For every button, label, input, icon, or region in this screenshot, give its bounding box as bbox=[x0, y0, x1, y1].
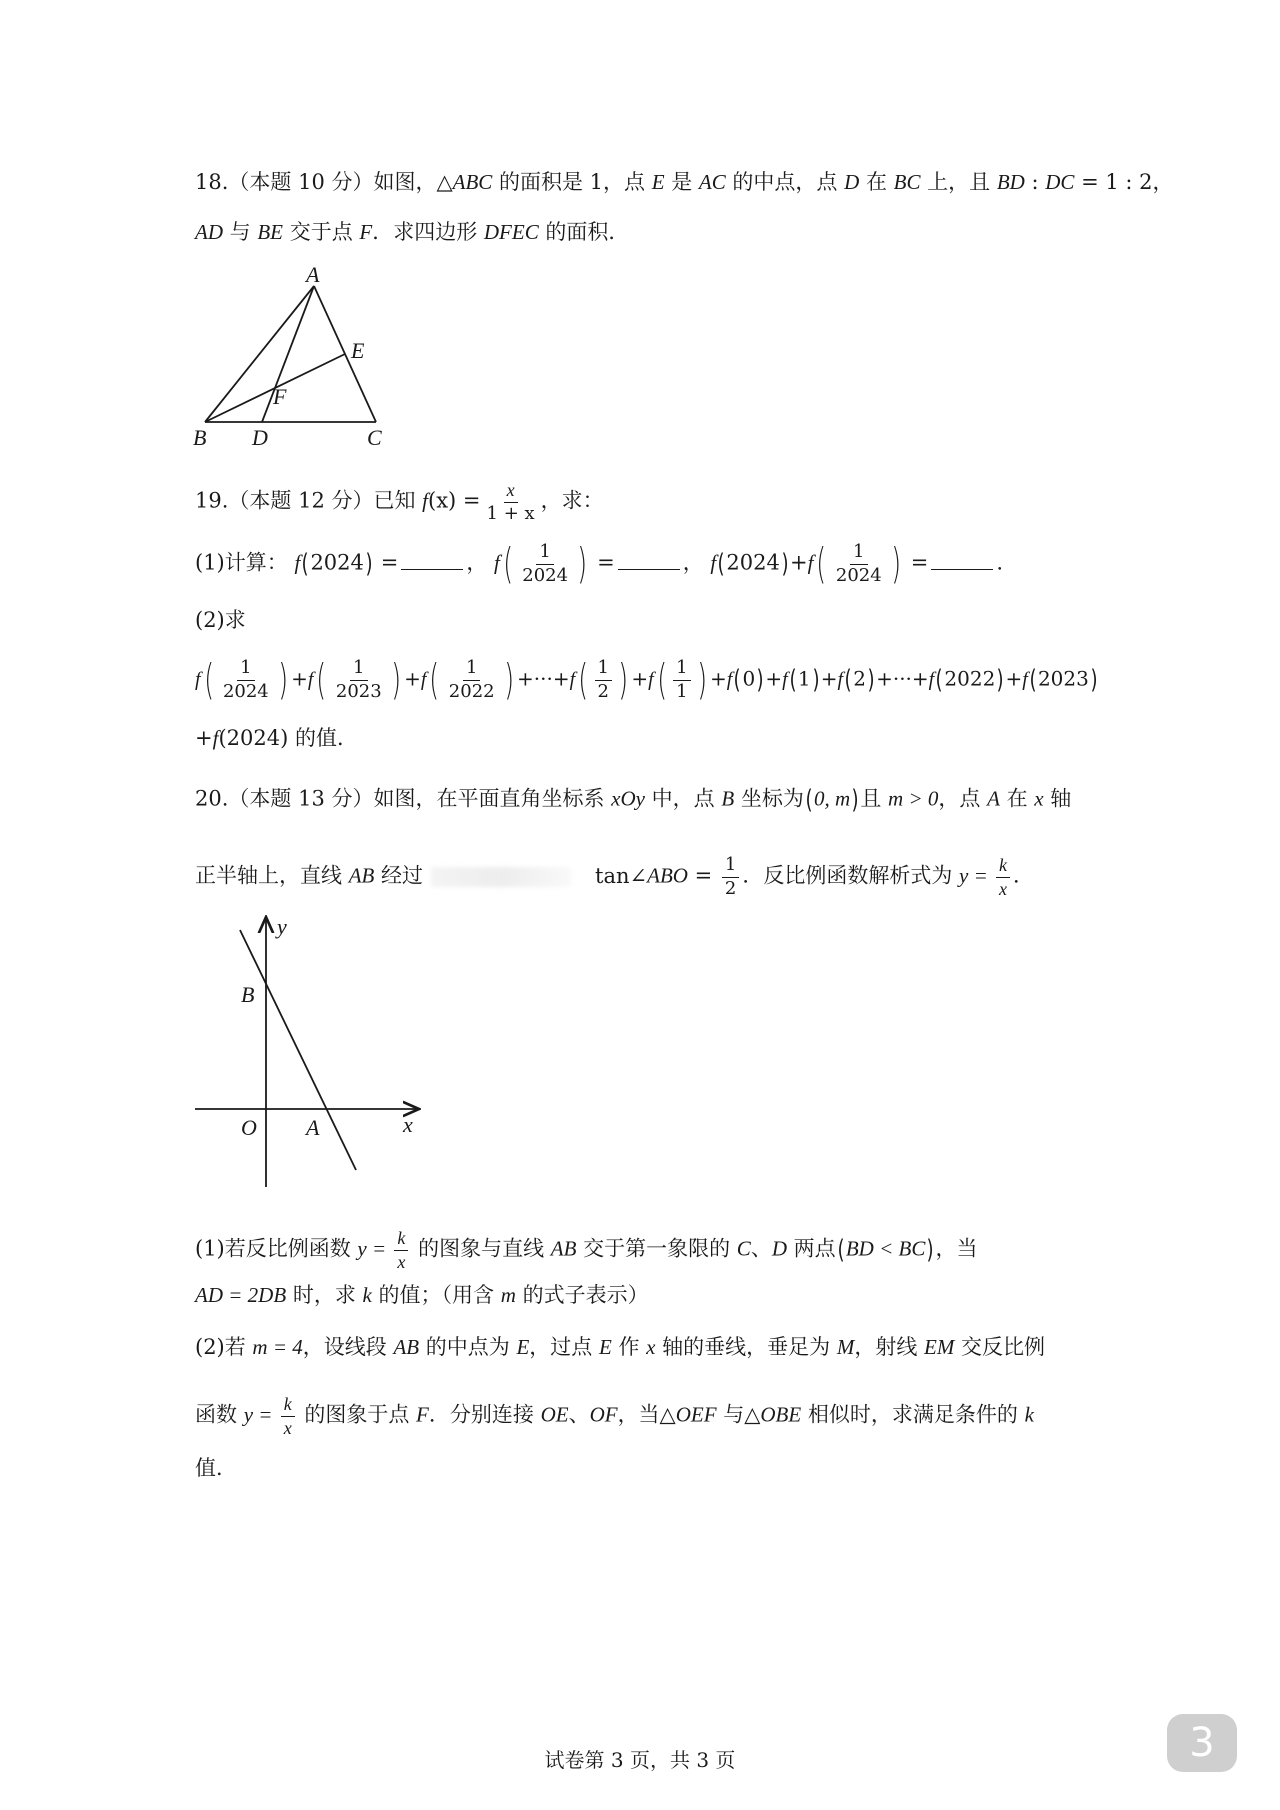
label-x: x bbox=[403, 1112, 413, 1137]
q18-number: 18. bbox=[195, 170, 229, 194]
q19-line1: 19.（本题 12 分）已知 f(x) = $\frac{x}{1 + x}$ ，求： bbox=[195, 480, 604, 524]
obscured-text bbox=[431, 867, 571, 887]
q18-triangle-figure bbox=[185, 262, 395, 447]
q20-coordinate-figure bbox=[185, 912, 430, 1192]
segment-ad bbox=[262, 286, 314, 422]
label-d: D bbox=[252, 425, 268, 447]
q19-sum-expression: f( $\frac{1}{2024}$ ) +f( $\frac{1}{2023}$ ) +f( $\frac{1}{2022}$ ) +···+f( $\frac{1}{2}$ ) +f( $\frac{1}{1}$ ) +f(0)+f(1)+f(2)+···+f(2022)+f(2023) bbox=[195, 655, 1098, 705]
line-ab bbox=[240, 930, 356, 1170]
q20-line2: 正半轴上，直线 AB 经过 tan∠ABO = $\frac{1}{2}$ ．反比例函数解析式为 y = $\frac{k}{x}$ ． bbox=[195, 854, 1035, 899]
page-footer: 试卷第 3 页，共 3 页 bbox=[544, 1748, 736, 1772]
q19-sum-tail: +f(2024) 的值． bbox=[195, 726, 358, 750]
q20-part2-line3: 值． bbox=[195, 1456, 237, 1480]
q18-line1: 18.（本题 10 分）如图，△ABC 的面积是 1，点 E 是 AC 的中点，点 D 在 BC 上，且 BD : DC = 1 : 2， bbox=[195, 170, 1174, 194]
q19-part1: (1)计算： f(2024) = ， f( $\frac{1}{2024}$ ) = ， f(2024)+f( $\frac{1}{2024}$ ) = . bbox=[195, 539, 1004, 589]
label-b: B bbox=[241, 982, 255, 1007]
q20-part2-line2: 函数 y = $\frac{k}{x}$ 的图象于点 F．分别连接 OE、OF，当△OEF 与△OBE 相似时，求满足条件的 k bbox=[195, 1394, 1034, 1438]
segment-ab bbox=[205, 286, 314, 422]
q19-number: 19. bbox=[195, 488, 229, 513]
answer-blank-2[interactable] bbox=[618, 551, 680, 570]
q20-part1-line1: (1)若反比例函数 y = $\frac{k}{x}$ 的图象与直线 AB 交于第一象限的 C、D 两点(BD < BC)，当 bbox=[195, 1228, 978, 1272]
q19-score: （本题 12 分） bbox=[228, 488, 374, 513]
label-c: C bbox=[367, 425, 382, 447]
q20-part1-line2: AD = 2DB 时，求 k 的值；（用含 m 的式子表示） bbox=[195, 1283, 649, 1307]
label-f: F bbox=[273, 384, 287, 409]
answer-blank-3[interactable] bbox=[931, 551, 993, 570]
q19-part2-label: (2)求 bbox=[195, 608, 246, 632]
label-b: B bbox=[193, 425, 207, 447]
label-e: E bbox=[351, 338, 365, 363]
q20-score: （本题 13 分） bbox=[228, 786, 374, 811]
q20-line1: 20.（本题 13 分）如图，在平面直角坐标系 xOy 中，点 B 坐标为(0, m)且 m > 0，点 A 在 x 轴 bbox=[195, 785, 1072, 815]
q18-score: （本题 10 分） bbox=[228, 170, 374, 194]
q20-number: 20. bbox=[195, 786, 229, 811]
answer-blank-1[interactable] bbox=[401, 551, 463, 570]
label-a: A bbox=[306, 1115, 320, 1140]
page-number-badge[interactable]: 3 bbox=[1167, 1714, 1237, 1772]
q18-line2: AD 与 BE 交于点 F．求四边形 DFEC 的面积． bbox=[195, 220, 630, 244]
label-a: A bbox=[306, 262, 320, 287]
label-o: O bbox=[241, 1115, 257, 1140]
q20-part2-line1: (2)若 m = 4，设线段 AB 的中点为 E，过点 E 作 x 轴的垂线，垂足为 M，射线 EM 交反比例 bbox=[195, 1335, 1046, 1359]
label-y: y bbox=[277, 914, 287, 939]
fx-fraction: $\frac{x}{1 + x}$ bbox=[486, 480, 535, 524]
